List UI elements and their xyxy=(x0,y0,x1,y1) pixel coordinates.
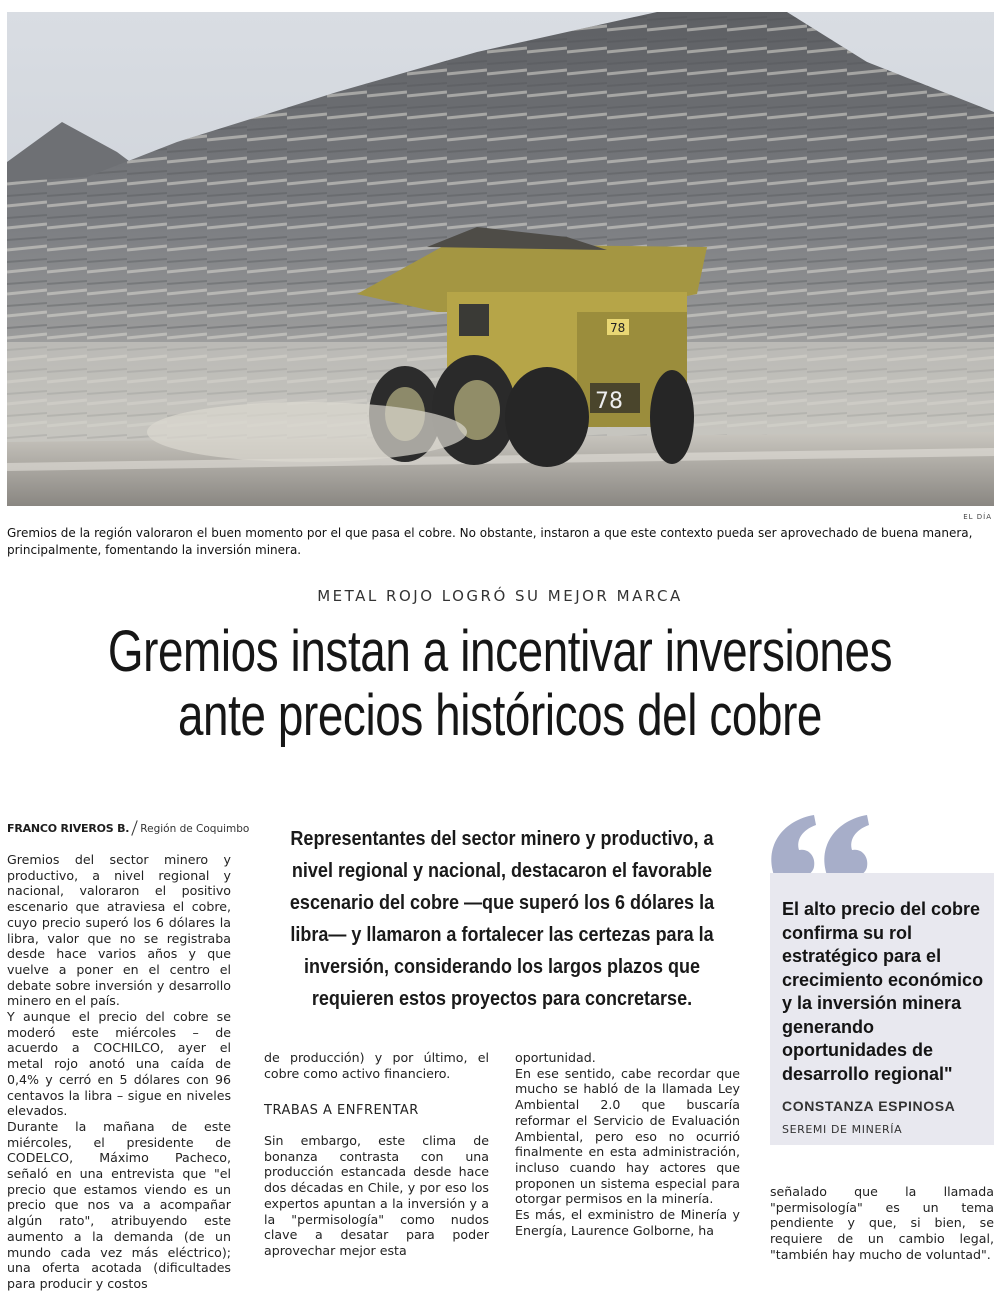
byline xyxy=(7,820,250,836)
mine-photo-illustration xyxy=(7,12,994,506)
headline-line-1: Gremios instan a incentivar inversiones xyxy=(107,619,893,684)
subhead: TRABAS A ENFRENTAR xyxy=(264,1103,419,1118)
quote-author: CONSTANZA ESPINOSA xyxy=(782,1098,956,1114)
photo-credit: EL DÍA xyxy=(963,513,992,521)
byline-separator xyxy=(132,820,138,835)
headline xyxy=(105,620,895,748)
pull-quote-text: El alto precio del cobre confirma su rol estratégico para el crecimiento económico y la inversión minera generando oportunidades de desarrollo regional" xyxy=(782,899,984,1084)
body-column-3: oportunidad. En ese sentido, cabe recordar que mucho se habló de la llamada Ley Ambiental 2.0 que buscaría reformar el Servicio de Evaluación Ambiental, pero eso no ocurrió finalmente en esta administración, incluso cuando hay actores que proponen un sistema especial para otorgar permisos en la minería. Es más, el exministro de Minería y Energía, Laurence Golborne, ha xyxy=(515,1050,740,1238)
body-column-4: señalado que la llamada "permisología" es un tema pendiente y que, si bien, se requiere de un cambio legal, "también hay mucho de voluntad". xyxy=(770,1184,994,1262)
byline-region: Región de Coquimbo xyxy=(140,823,250,835)
lead-paragraph: Representantes del sector minero y productivo, a nivel regional y nacional, destacaron el favorable escenario del cobre —que superó los 6 dólares la libra— y llamaron a fortalecer las certezas para la inversión, considerando los largos plazos que requieren estos proyectos para concretarse. xyxy=(289,828,715,1010)
body-column-2: de producción) y por último, el cobre como activo financiero. xyxy=(264,1050,489,1081)
body-column-1: Gremios del sector minero y productivo, a nivel regional y nacional, valoraron el positivo escenario que atraviesa el cobre, cuyo precio superó los 6 dólares la libra, valor que no se registraba desde hace varios años y que vuelve a poner en el centro el debate sobre inversión y desarrollo minero en el país. Y aunque el precio del cobre se moderó este miércoles – de acuerdo a COCHILCO, ayer el metal rojo anotó una caída de 0,4% y cerró en 5 dólares con 96 centavos la libra – sigue en niveles elevados. Durante la mañana de este miércoles, el presidente de CODELCO, Máximo Pacheco, señaló en una entrevista que "el precio que estamos viendo es un precio que nos va a acompañar algún rato", atribuyendo este aumento a la demanda (de un mundo cada vez más eléctrico); una oferta acotada (dificultades para producir y costos xyxy=(7,852,231,1291)
truck-number-plate: 78 xyxy=(610,321,626,335)
truck-number: 78 xyxy=(595,389,623,414)
headline-line-2: ante precios históricos del cobre xyxy=(177,683,823,748)
quote-role: SEREMI DE MINERÍA xyxy=(782,1123,903,1136)
mine-truck-photo xyxy=(7,12,994,506)
body-column-2-continued: Sin embargo, este clima de bonanza contrasta con una producción estancada desde hace dos décadas en Chile, y por eso los expertos apuntan a la inversión y a la "permisología" como nudos clave a desatar para poder aprovechar mejor esta xyxy=(264,1133,489,1258)
kicker: METAL ROJO LOGRÓ SU MEJOR MARCA xyxy=(317,587,683,605)
byline-author: FRANCO RIVEROS B. xyxy=(7,822,130,835)
photo-caption: Gremios de la región valoraron el buen momento por el que pasa el cobre. No obstante, instaron a que este contexto pueda ser aprovechado de buena manera, principalmente, fomentando la inversión minera. xyxy=(7,526,973,557)
